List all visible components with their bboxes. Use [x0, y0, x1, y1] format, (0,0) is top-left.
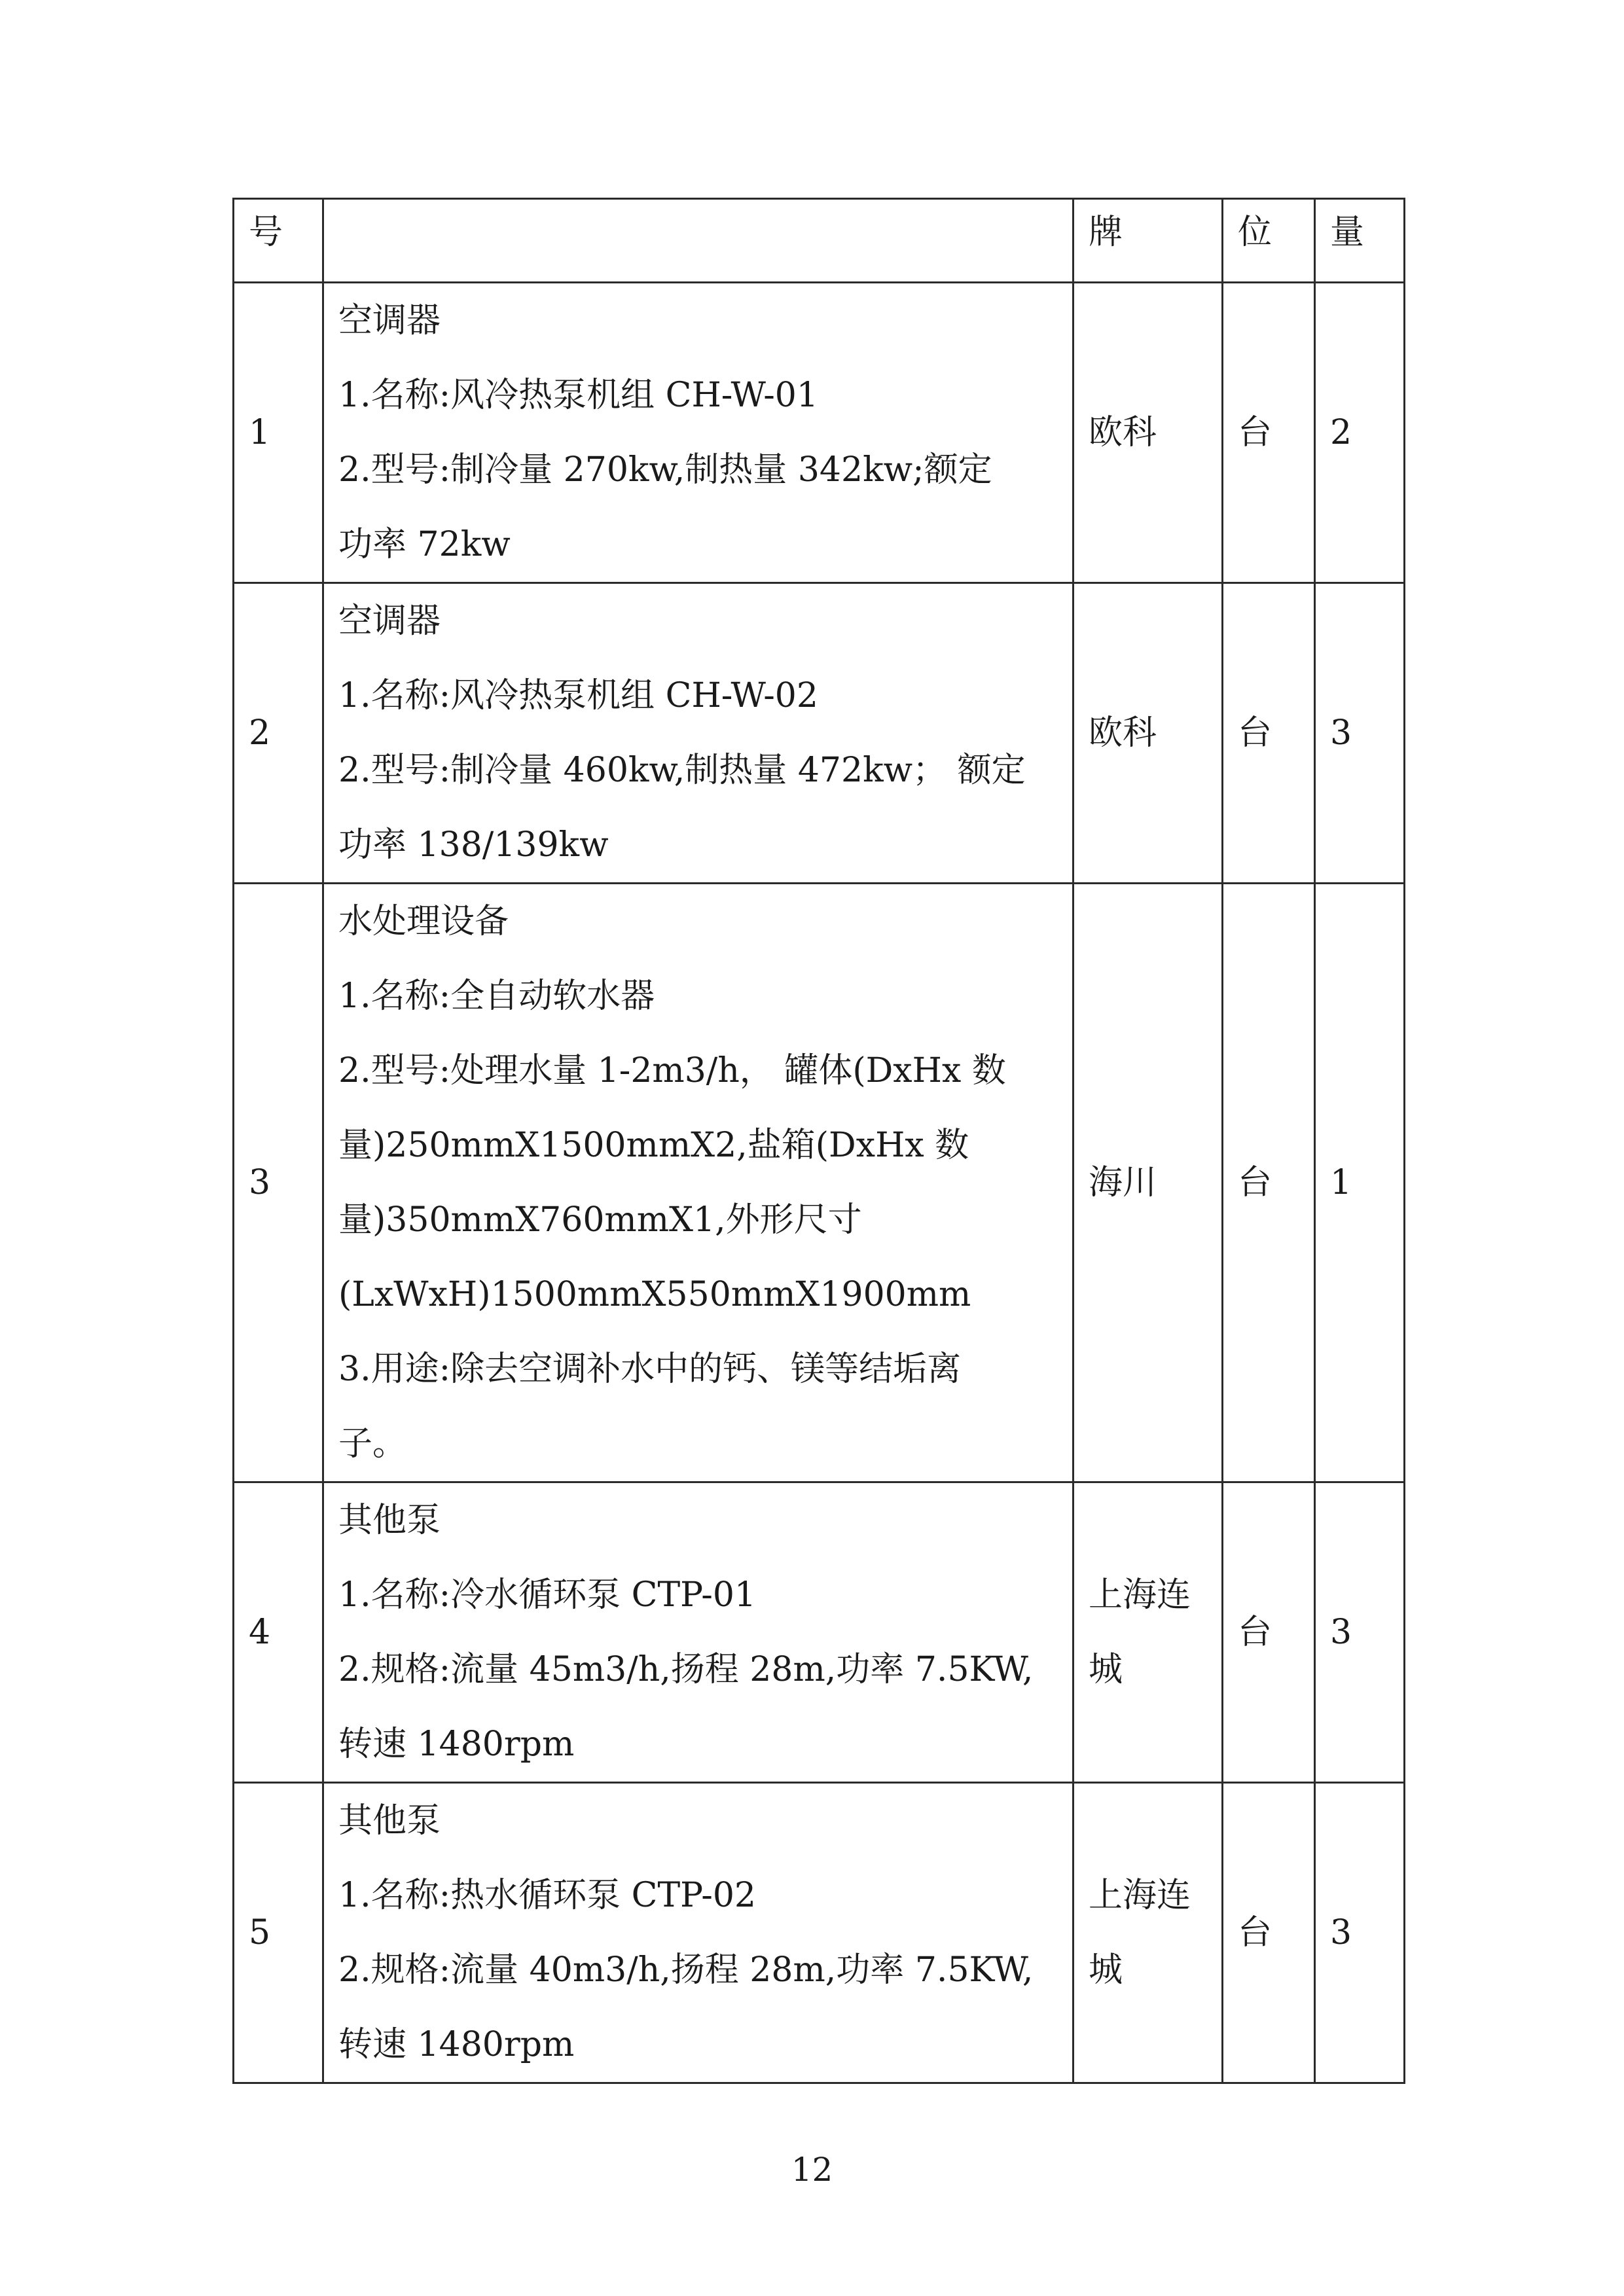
- description-line: 转速 1480rpm: [338, 2025, 575, 2064]
- table-header-row: [234, 199, 1405, 283]
- row-unit: 台: [1223, 583, 1315, 884]
- table-row: [234, 1482, 1405, 1783]
- description-line: 2.规格:流量 45m3/h,扬程 28m,功率 7.5KW,: [338, 1650, 1034, 1689]
- row-unit: 台: [1223, 884, 1315, 1482]
- row-unit: 台: [1223, 283, 1315, 583]
- table-row: [234, 583, 1405, 884]
- row-no: 1: [234, 283, 323, 583]
- row-unit: 台: [1223, 1482, 1315, 1783]
- brand-line: 欧科: [1089, 413, 1157, 452]
- row-no: 4: [234, 1482, 323, 1783]
- brand-line: 城: [1089, 1950, 1123, 1990]
- description-line: 空调器: [338, 601, 441, 641]
- row-qty: 3: [1315, 583, 1405, 884]
- table-row: [234, 283, 1405, 583]
- table-row: [234, 884, 1405, 1482]
- row-brand: [1074, 1482, 1223, 1783]
- description-line: 1.名称:冷水循环泵 CTP-01: [338, 1575, 757, 1615]
- row-no: 2: [234, 583, 323, 884]
- description-line: 1.名称:热水循环泵 CTP-02: [338, 1876, 757, 1915]
- row-brand: [1074, 1783, 1223, 2083]
- row-description: [323, 1482, 1074, 1783]
- row-qty: 2: [1315, 283, 1405, 583]
- equipment-table: [232, 198, 1405, 2084]
- row-unit: 台: [1223, 1783, 1315, 2083]
- row-description: [323, 1783, 1074, 2083]
- description-line: 功率 138/139kw: [338, 825, 609, 865]
- header-unit: 位: [1223, 199, 1315, 283]
- description-line: 量)350mmX760mmX1,外形尺寸: [338, 1200, 862, 1240]
- description-line: 其他泵: [338, 1501, 441, 1540]
- description-line: 量)250mmX1500mmX2,盐箱(DxHx 数: [338, 1126, 969, 1165]
- description-line: 2.型号:制冷量 270kw,制热量 342kw;额定: [338, 450, 992, 490]
- description-line: (LxWxH)1500mmX550mmX1900mm: [338, 1275, 971, 1314]
- row-qty: 3: [1315, 1783, 1405, 2083]
- description-line: 1.名称:全自动软水器: [338, 977, 655, 1016]
- row-no: 3: [234, 884, 323, 1482]
- description-line: 1.名称:风冷热泵机组 CH-W-01: [338, 376, 818, 415]
- row-qty: 1: [1315, 884, 1405, 1482]
- row-qty: 3: [1315, 1482, 1405, 1783]
- page-number: 12: [791, 2151, 833, 2189]
- brand-line: 上海连: [1089, 1575, 1191, 1615]
- brand-line: 城: [1089, 1650, 1123, 1689]
- row-brand: [1074, 283, 1223, 583]
- row-brand: [1074, 884, 1223, 1482]
- description-line: 转速 1480rpm: [338, 1725, 575, 1764]
- description-line: 2.规格:流量 40m3/h,扬程 28m,功率 7.5KW,: [338, 1950, 1034, 1990]
- row-description: [323, 884, 1074, 1482]
- header-desc: [323, 199, 1074, 283]
- brand-line: 上海连: [1089, 1876, 1191, 1915]
- description-line: 3.用途:除去空调补水中的钙、镁等结垢离: [338, 1350, 962, 1389]
- brand-line: 欧科: [1089, 713, 1157, 753]
- description-line: 水处理设备: [338, 902, 509, 941]
- row-description: [323, 283, 1074, 583]
- row-brand: [1074, 583, 1223, 884]
- table-row: [234, 1783, 1405, 2083]
- description-line: 2.型号:处理水量 1-2m3/h， 罐体(DxHx 数: [338, 1051, 1006, 1090]
- description-line: 空调器: [338, 301, 441, 340]
- row-no: 5: [234, 1783, 323, 2083]
- description-line: 子。: [338, 1424, 407, 1463]
- brand-line: 海川: [1089, 1163, 1157, 1202]
- header-brand: 牌: [1074, 199, 1223, 283]
- description-line: 2.型号:制冷量 460kw,制热量 472kw； 额定: [338, 751, 1026, 790]
- header-qty: 量: [1315, 199, 1405, 283]
- row-description: [323, 583, 1074, 884]
- description-line: 功率 72kw: [338, 525, 511, 564]
- header-no: 号: [234, 199, 323, 283]
- description-line: 1.名称:风冷热泵机组 CH-W-02: [338, 676, 818, 715]
- description-line: 其他泵: [338, 1801, 441, 1840]
